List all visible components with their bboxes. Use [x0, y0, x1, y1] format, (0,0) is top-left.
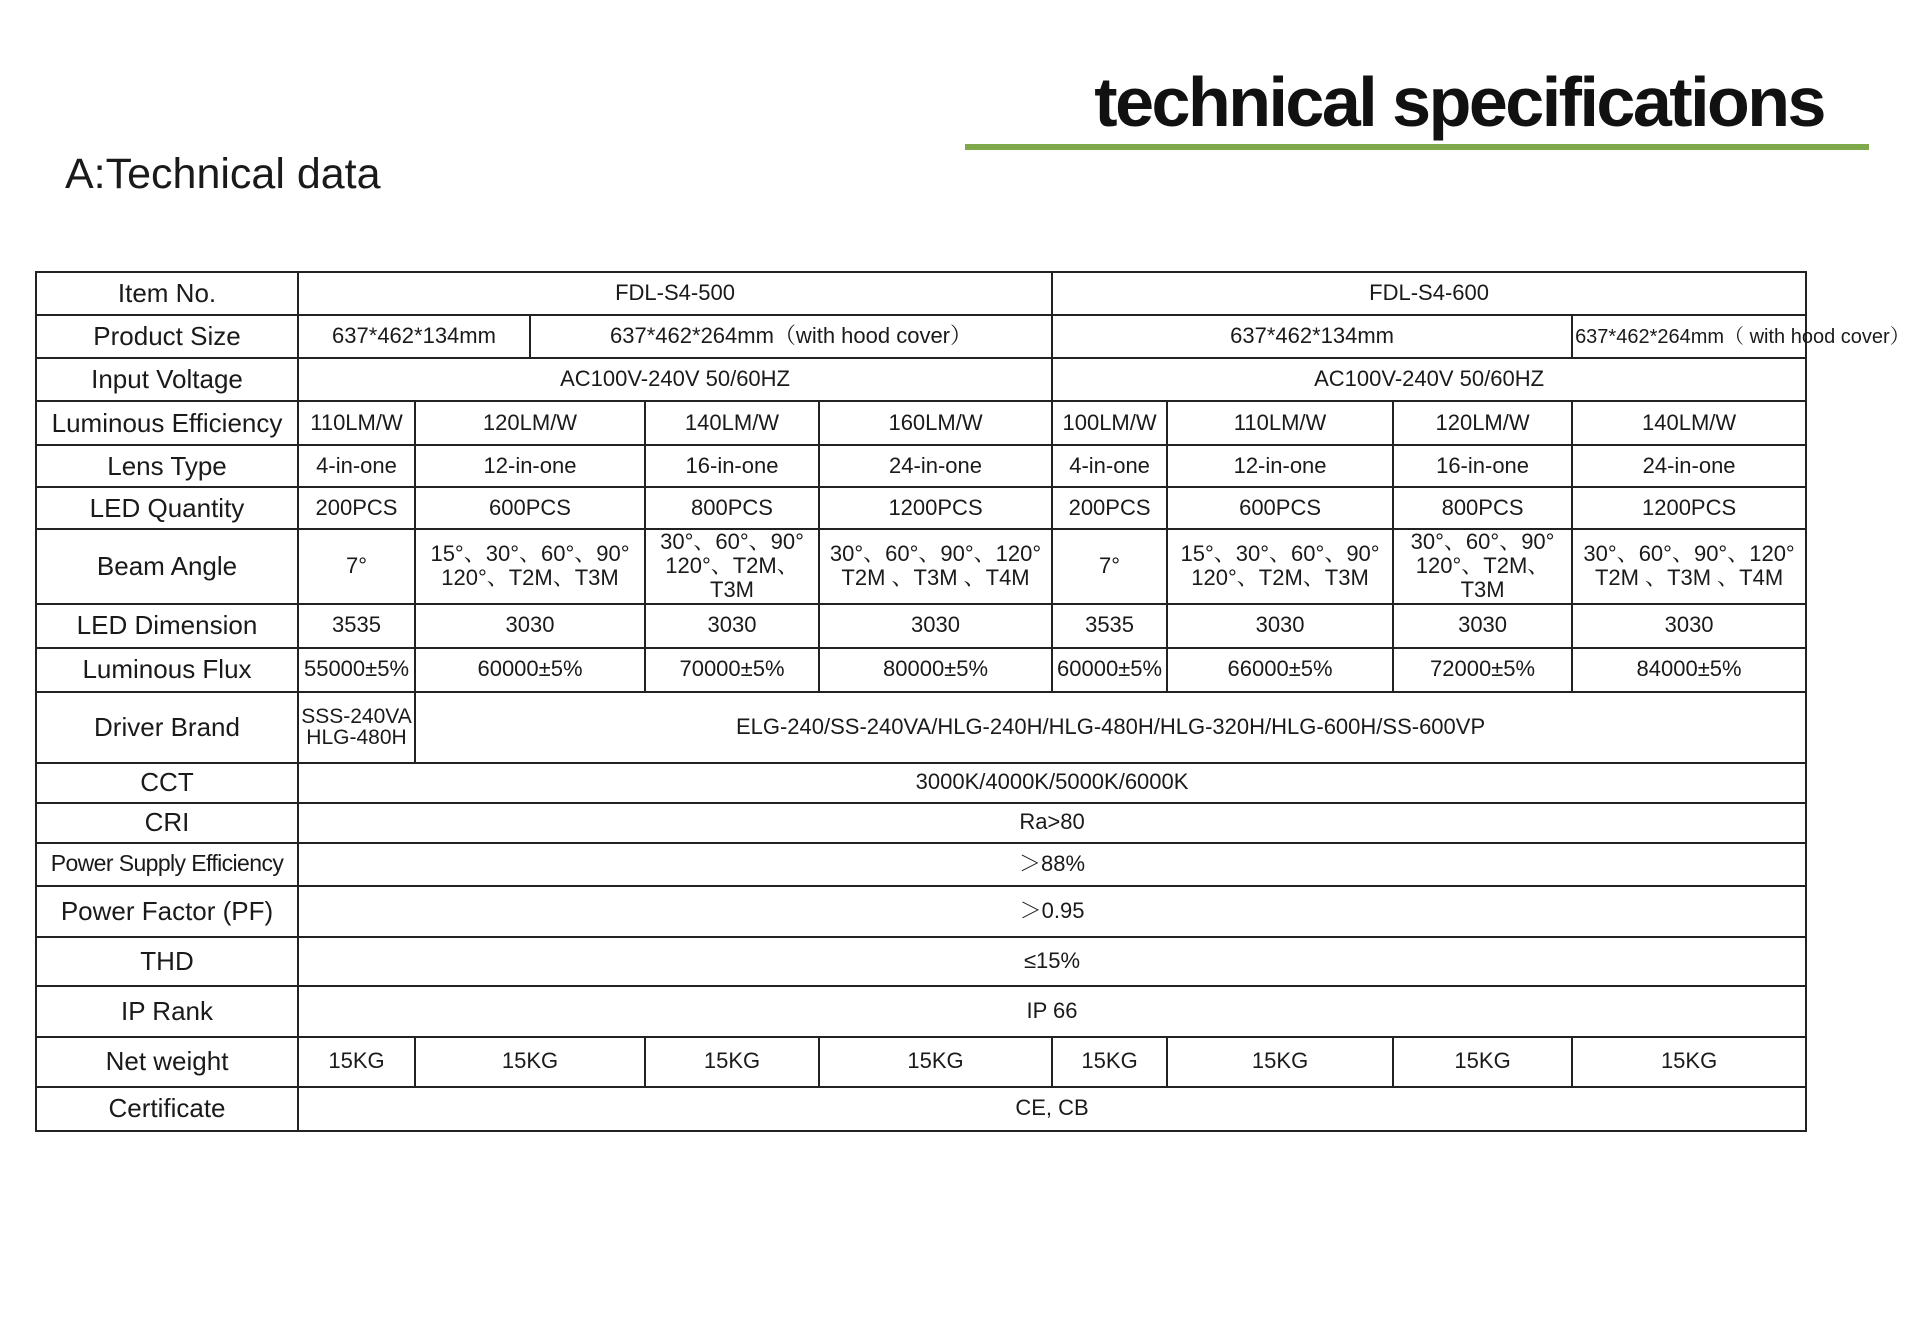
row-beam-angle: [36, 529, 1806, 604]
quantity-value: 1200PCS: [819, 487, 1052, 529]
flux-value: 70000±5%: [645, 648, 819, 692]
dimension-value: 3535: [298, 604, 415, 648]
efficiency-value: 160LM/W: [819, 401, 1052, 445]
row-luminous-flux: [36, 648, 1806, 692]
lens-value: 4-in-one: [1052, 445, 1167, 487]
beam-value: 30°、60°、90°、120° T2M 、T3M 、T4M: [1572, 529, 1806, 604]
power-supply-efficiency-value: ＞88%: [298, 843, 1806, 886]
model-1-name: FDL-S4-500: [298, 272, 1052, 315]
flux-value: 60000±5%: [415, 648, 645, 692]
dimension-value: 3030: [1167, 604, 1393, 648]
efficiency-value: 120LM/W: [1393, 401, 1572, 445]
beam-value: 15°、30°、60°、90° 120°、T2M、T3M: [415, 529, 645, 604]
lens-value: 12-in-one: [415, 445, 645, 487]
quantity-value: 800PCS: [1393, 487, 1572, 529]
lens-value: 12-in-one: [1167, 445, 1393, 487]
quantity-value: 600PCS: [1167, 487, 1393, 529]
beam-value: 7°: [1052, 529, 1167, 604]
row-led-quantity: [36, 487, 1806, 529]
lens-value: 16-in-one: [1393, 445, 1572, 487]
weight-value: 15KG: [1393, 1037, 1572, 1087]
label-luminous-flux: Luminous Flux: [36, 648, 298, 692]
size-m2-hood: 637*462*264mm（ with hood cover）: [1572, 315, 1806, 358]
cct-value: 3000K/4000K/5000K/6000K: [298, 763, 1806, 803]
row-led-dimension: [36, 604, 1806, 648]
label-certificate: Certificate: [36, 1087, 298, 1131]
row-lens-type: [36, 445, 1806, 487]
efficiency-value: 110LM/W: [298, 401, 415, 445]
label-input-voltage: Input Voltage: [36, 358, 298, 401]
flux-value: 60000±5%: [1052, 648, 1167, 692]
label-item-no: Item No.: [36, 272, 298, 315]
row-input-voltage: [36, 358, 1806, 401]
size-m1-hood: 637*462*264mm（with hood cover）: [530, 315, 1052, 358]
quantity-value: 800PCS: [645, 487, 819, 529]
weight-value: 15KG: [819, 1037, 1052, 1087]
weight-value: 15KG: [1167, 1037, 1393, 1087]
lens-value: 24-in-one: [819, 445, 1052, 487]
size-m1-std: 637*462*134mm: [298, 315, 530, 358]
dimension-value: 3030: [1572, 604, 1806, 648]
cri-value: Ra>80: [298, 803, 1806, 843]
dimension-value: 3030: [645, 604, 819, 648]
efficiency-value: 140LM/W: [645, 401, 819, 445]
row-certificate: [36, 1087, 1806, 1131]
driver-brand-rest: ELG-240/SS-240VA/HLG-240H/HLG-480H/HLG-320H/HLG-600H/SS-600VP: [415, 692, 1806, 763]
beam-value: 30°、60°、90° 120°、T2M、T3M: [645, 529, 819, 604]
label-power-factor: Power Factor (PF): [36, 886, 298, 937]
lens-value: 4-in-one: [298, 445, 415, 487]
dimension-value: 3535: [1052, 604, 1167, 648]
efficiency-value: 110LM/W: [1167, 401, 1393, 445]
lens-value: 24-in-one: [1572, 445, 1806, 487]
row-ip-rank: [36, 986, 1806, 1037]
label-net-weight: Net weight: [36, 1037, 298, 1087]
title-underline: [965, 144, 1869, 150]
label-led-quantity: LED Quantity: [36, 487, 298, 529]
lens-value: 16-in-one: [645, 445, 819, 487]
row-thd: [36, 937, 1806, 986]
certificate-value: CE, CB: [298, 1087, 1806, 1131]
dimension-value: 3030: [819, 604, 1052, 648]
driver-brand-first: SSS-240VA HLG-480H: [298, 692, 415, 763]
spec-table: [35, 271, 1910, 1132]
power-factor-value: ＞0.95: [298, 886, 1806, 937]
label-cri: CRI: [36, 803, 298, 843]
efficiency-value: 100LM/W: [1052, 401, 1167, 445]
row-power-supply-efficiency: [36, 843, 1806, 886]
label-led-dimension: LED Dimension: [36, 604, 298, 648]
flux-value: 72000±5%: [1393, 648, 1572, 692]
quantity-value: 200PCS: [298, 487, 415, 529]
voltage-m2: AC100V-240V 50/60HZ: [1052, 358, 1806, 401]
quantity-value: 200PCS: [1052, 487, 1167, 529]
weight-value: 15KG: [298, 1037, 415, 1087]
label-driver-brand: Driver Brand: [36, 692, 298, 763]
weight-value: 15KG: [1572, 1037, 1806, 1087]
row-luminous-efficiency: [36, 401, 1806, 445]
weight-value: 15KG: [645, 1037, 819, 1087]
flux-value: 66000±5%: [1167, 648, 1393, 692]
label-product-size: Product Size: [36, 315, 298, 358]
dimension-value: 3030: [415, 604, 645, 648]
row-product-size: [36, 315, 1806, 358]
weight-value: 15KG: [415, 1037, 645, 1087]
flux-value: 55000±5%: [298, 648, 415, 692]
row-cct: [36, 763, 1806, 803]
ip-rank-value: IP 66: [298, 986, 1806, 1037]
row-net-weight: [36, 1037, 1806, 1087]
efficiency-value: 120LM/W: [415, 401, 645, 445]
label-beam-angle: Beam Angle: [36, 529, 298, 604]
row-power-factor: [36, 886, 1806, 937]
beam-value: 15°、30°、60°、90° 120°、T2M、T3M: [1167, 529, 1393, 604]
label-thd: THD: [36, 937, 298, 986]
beam-value: 30°、60°、90° 120°、T2M、T3M: [1393, 529, 1572, 604]
row-driver-brand: [36, 692, 1806, 763]
label-ip-rank: IP Rank: [36, 986, 298, 1037]
row-cri: [36, 803, 1806, 843]
dimension-value: 3030: [1393, 604, 1572, 648]
model-2-name: FDL-S4-600: [1052, 272, 1806, 315]
voltage-m1: AC100V-240V 50/60HZ: [298, 358, 1052, 401]
section-title: A:Technical data: [65, 150, 381, 198]
row-item-no: [36, 272, 1806, 315]
label-power-supply-efficiency: Power Supply Efficiency: [36, 843, 298, 886]
label-luminous-efficiency: Luminous Efficiency: [36, 401, 298, 445]
beam-value: 30°、60°、90°、120° T2M 、T3M 、T4M: [819, 529, 1052, 604]
thd-value: ≤15%: [298, 937, 1806, 986]
flux-value: 80000±5%: [819, 648, 1052, 692]
label-lens-type: Lens Type: [36, 445, 298, 487]
page-title: technical specifications: [1094, 63, 1824, 141]
flux-value: 84000±5%: [1572, 648, 1806, 692]
label-cct: CCT: [36, 763, 298, 803]
size-m2-std: 637*462*134mm: [1052, 315, 1572, 358]
quantity-value: 600PCS: [415, 487, 645, 529]
efficiency-value: 140LM/W: [1572, 401, 1806, 445]
quantity-value: 1200PCS: [1572, 487, 1806, 529]
beam-value: 7°: [298, 529, 415, 604]
weight-value: 15KG: [1052, 1037, 1167, 1087]
